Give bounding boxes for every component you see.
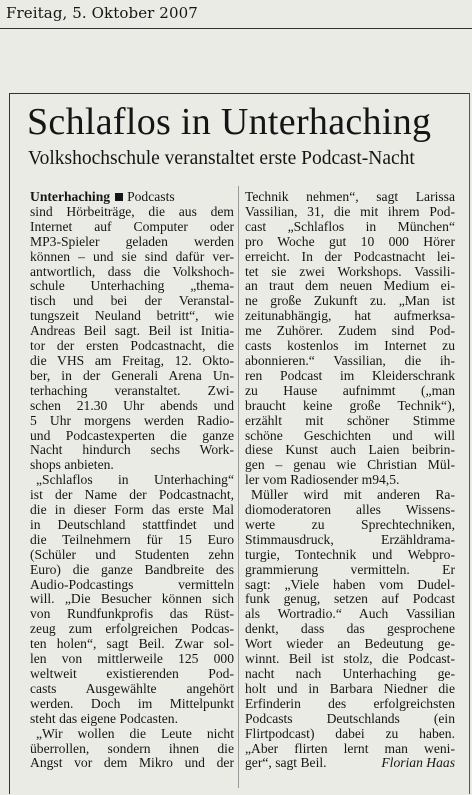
text-fragment: ger“, sagt Beil. <box>245 755 327 771</box>
text-line: „Wir wollen die Leute nicht <box>36 725 234 741</box>
text-line: Vassilian, 31, die mit ihrem Pod- <box>245 203 455 219</box>
text-line: pro Woche gut 10 000 Hörer <box>245 233 455 249</box>
text-line: und Podcastexperten die ganze <box>30 427 234 443</box>
text-line: die VHS am Freitag, 12. Okto- <box>30 352 234 368</box>
text-line: zu Hause aufnimmt („man <box>245 382 455 398</box>
text-line: ten holen“, sagt Beil. Zwar sol- <box>30 636 234 652</box>
text-line: me Zuhörer. Zudem sind Pod- <box>245 323 455 339</box>
text-line: schen 21.30 Uhr abends und <box>30 397 234 413</box>
text-line: diomoderatoren alles Wissens- <box>245 502 455 518</box>
lead-line <box>30 190 234 205</box>
text-line: Andreas Beil sagt. Beil ist Initia- <box>30 323 234 339</box>
text-line: MP3-Spieler geladen werden <box>30 233 234 249</box>
text-line: diese Kunst auch Laien beibrin- <box>245 442 455 458</box>
text-line: als Wortradio.“ Auch Vassilian <box>245 606 455 622</box>
text-line: casts Ausgewählte angehört <box>30 680 234 696</box>
text-line: „Aber flirten lernt man weni- <box>245 740 455 756</box>
text-line: an traut dem neuen Medium ei- <box>245 278 455 294</box>
text-line: tisch und bei der Veranstal- <box>30 293 234 309</box>
text-line: weltweit existierenden Pod- <box>30 666 234 681</box>
text-line: gen – genau wie Christian Mül- <box>245 457 455 473</box>
subheadline: Volkshochschule veranstaltet erste Podcast-Nacht <box>28 148 415 169</box>
text-line: denkt, dass das gesprochene <box>245 621 455 637</box>
text-line: abonnieren.“ Vassilian, die ih- <box>245 352 455 368</box>
column-separator <box>238 186 239 788</box>
text-line: funk genug, setzen auf Podcast <box>245 591 455 607</box>
text-line: zeitunabhängig, hat aufmerksa- <box>245 308 455 324</box>
top-rule <box>0 28 472 29</box>
text-line: ne große Zukunft zu. „Man ist <box>245 293 455 309</box>
text-line: steht das eigene Podcasten. <box>30 710 178 726</box>
text-line: Nacht hindurch sechs Work- <box>30 442 234 458</box>
text-line: schule Unterhaching „thema- <box>30 278 234 294</box>
text-line: Flirtpodcast) dabei zu haben. <box>245 725 455 741</box>
text-line: 5 Uhr morgens werden Radio- <box>30 412 234 428</box>
text-line: ren Podcast im Kleiderschrank <box>245 367 455 383</box>
text-line: Erfinderin des erfolgreichsten <box>245 695 455 711</box>
text-line: überrollen, sondern ihnen die <box>30 740 234 756</box>
article-column-right <box>245 190 455 771</box>
text-line: terhaching veranstaltet. Zwi- <box>30 382 234 398</box>
text-line: len von mittlerweile 125 000 <box>30 651 234 667</box>
text-line: shops anbieten. <box>30 457 114 473</box>
text-line: „Schlaflos in Unterhaching“ <box>36 472 234 488</box>
text-line: ber, in der Generali Arena Un- <box>30 367 234 383</box>
text-line: tet sie zwei Workshops. Vassili- <box>245 263 455 279</box>
text-line: können – und sie sind dafür ver- <box>30 248 234 264</box>
text-line: Podcasts <box>127 189 175 204</box>
text-line <box>245 756 455 771</box>
text-line: Müller wird mit anderen Ra- <box>251 487 455 503</box>
text-line: Wort wieder an Bedeutung ge- <box>245 636 455 652</box>
text-line: die Teilnehmern für 15 Euro <box>30 531 234 547</box>
text-line: (Schüler und Studenten zehn <box>30 546 234 562</box>
text-line: cast „Schlaflos in München“ <box>245 218 455 234</box>
location-tag: Unterhaching <box>30 189 111 204</box>
text-line: grammierung vermitteln. Er <box>245 561 455 577</box>
text-line: holt und in Barbara Niedner die <box>245 680 455 696</box>
text-line: in Deutschland stattfindet und <box>30 516 234 532</box>
text-line: tungszeit Neuland betritt“, wie <box>30 308 234 324</box>
text-line: Podcasts Deutschlands (ein <box>245 710 455 726</box>
text-line: Angst vor dem Mikro und der <box>30 755 234 771</box>
text-line: braucht keine große Technik“), <box>245 397 455 413</box>
square-bullet-icon <box>115 193 123 201</box>
text-line: Stimmausdruck, Erzähldrama- <box>245 531 455 547</box>
text-line: sind Hörbeiträge, die aus dem <box>30 203 234 219</box>
text-line: nacht nach Unterhaching ge- <box>245 666 455 681</box>
article-column-left <box>30 190 234 771</box>
dateline: Freitag, 5. Oktober 2007 <box>6 4 198 22</box>
text-line: antwortlich, dass die Volkshoch- <box>30 263 234 279</box>
text-line: erreicht. In der Podcastnacht lei- <box>245 248 455 264</box>
text-line: ist der Name der Podcastnacht, <box>30 487 234 503</box>
text-line: Audio-Podcastings vermitteln <box>30 576 234 592</box>
headline: Schlaflos in Unterhaching <box>27 101 432 143</box>
text-line: Euro) die ganze Bandbreite des <box>30 561 234 577</box>
text-line: zeug zum erfolgreichen Podcas- <box>30 621 234 637</box>
text-line: Internet auf Computer oder <box>30 218 234 234</box>
text-line: Technik nehmen“, sagt Larissa <box>245 189 455 204</box>
text-line: sagt: „Viele haben vom Dudel- <box>245 576 455 592</box>
text-line: tor der ersten Podcastnacht, die <box>30 338 234 354</box>
text-line: casts kostenlos im Internet zu <box>245 338 455 354</box>
text-line: turgie, Tontechnik und Webpro- <box>245 546 455 562</box>
text-line: von Rundfunkprofis das Rüst- <box>30 606 234 622</box>
text-line: erzählt mit schöner Stimme <box>245 412 455 428</box>
author-byline: Florian Haas <box>381 755 455 771</box>
text-line: will. „Die Besucher können sich <box>30 591 234 607</box>
text-line: ler vom Radiosender m94,5. <box>245 472 400 488</box>
text-line: schöne Geschichten und will <box>245 427 455 443</box>
text-line: werte zu Sprechtechniken, <box>245 516 455 532</box>
text-line: die in dieser Form das erste Mal <box>30 502 234 518</box>
text-line: werden. Doch im Mittelpunkt <box>30 695 234 711</box>
text-line: winnt. Beil ist stolz, die Podcast- <box>245 651 455 667</box>
